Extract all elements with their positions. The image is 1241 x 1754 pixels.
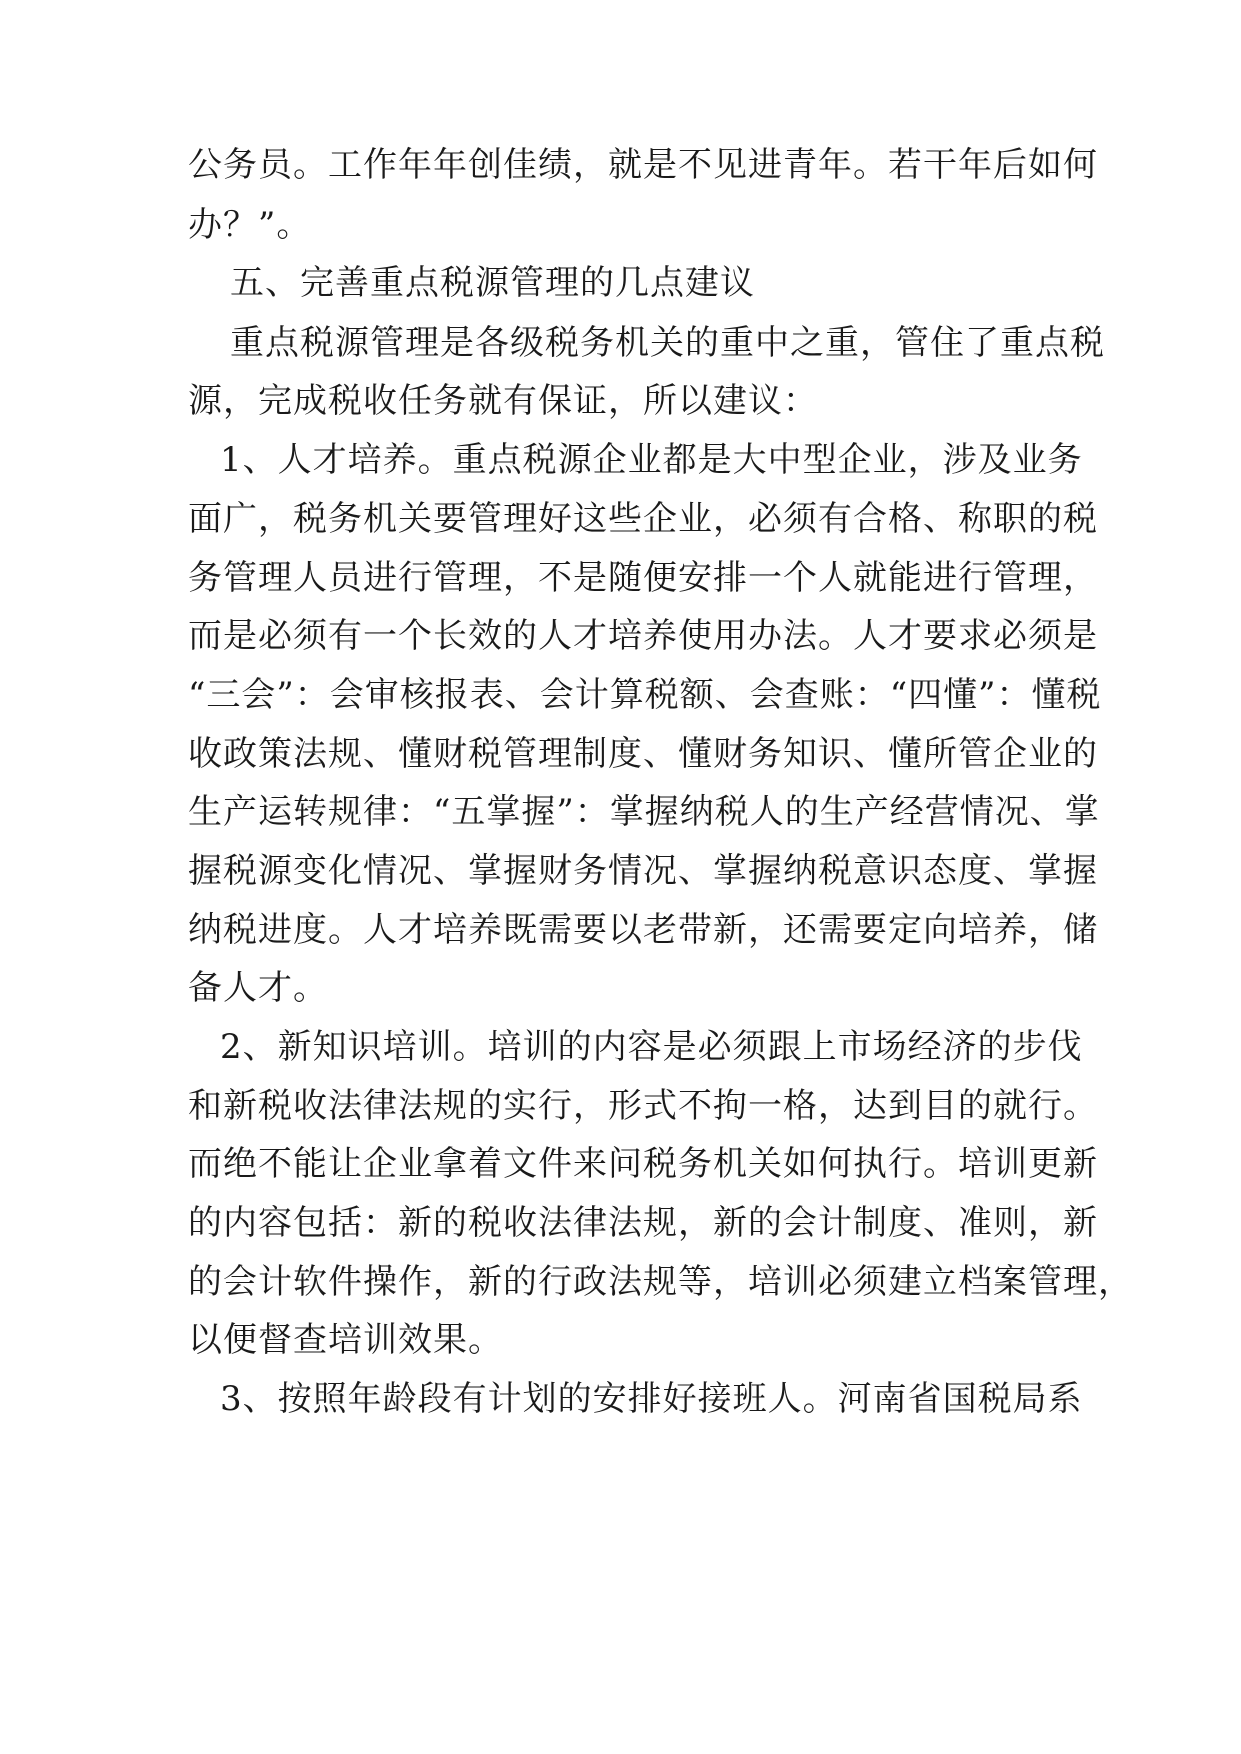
text-line: 2、新知识培训。培训的内容是必须跟上市场经济的步伐 — [220, 1027, 1083, 1067]
text-line: 握税源变化情况、掌握财务情况、掌握纳税意识态度、掌握 — [188, 851, 1098, 891]
text-line: 而绝不能让企业拿着文件来问税务机关如何执行。培训更新 — [188, 1144, 1098, 1184]
text-line: 和新税收法律法规的实行，形式不拘一格，达到目的就行。 — [188, 1086, 1098, 1126]
text-line: 源，完成税收任务就有保证，所以建议： — [188, 381, 818, 421]
text-line: 1、人才培养。重点税源企业都是大中型企业，涉及业务 — [220, 440, 1083, 480]
text-line: 重点税源管理是各级税务机关的重中之重，管住了重点税 — [230, 323, 1105, 363]
text-line: 的会计软件操作，新的行政法规等，培训必须建立档案管理， — [188, 1262, 1133, 1302]
text-line: 而是必须有一个长效的人才培养使用办法。人才要求必须是 — [188, 616, 1098, 656]
text-line: 3、按照年龄段有计划的安排好接班人。河南省国税局系 — [220, 1379, 1083, 1419]
text-line: 生产运转规律：“五掌握”：掌握纳税人的生产经营情况、掌 — [188, 792, 1100, 832]
text-line: 纳税进度。人才培养既需要以老带新，还需要定向培养，储 — [188, 910, 1098, 950]
text-line: 务管理人员进行管理，不是随便安排一个人就能进行管理， — [188, 558, 1098, 598]
text-line: 的内容包括：新的税收法律法规，新的会计制度、准则，新 — [188, 1203, 1098, 1243]
text-line: 公务员。工作年年创佳绩，就是不见进青年。若干年后如何 — [188, 145, 1098, 185]
section-heading: 五、完善重点税源管理的几点建议 — [230, 263, 755, 303]
text-line: 以便督查培训效果。 — [188, 1320, 503, 1360]
text-line: “三会”：会审核报表、会计算税额、会查账：“四懂”：懂税 — [188, 675, 1102, 715]
text-line: 办？”。 — [188, 205, 312, 245]
text-line: 收政策法规、懂财税管理制度、懂财务知识、懂所管企业的 — [188, 734, 1098, 774]
text-line: 面广，税务机关要管理好这些企业，必须有合格、称职的税 — [188, 499, 1098, 539]
text-line: 备人才。 — [188, 968, 328, 1008]
